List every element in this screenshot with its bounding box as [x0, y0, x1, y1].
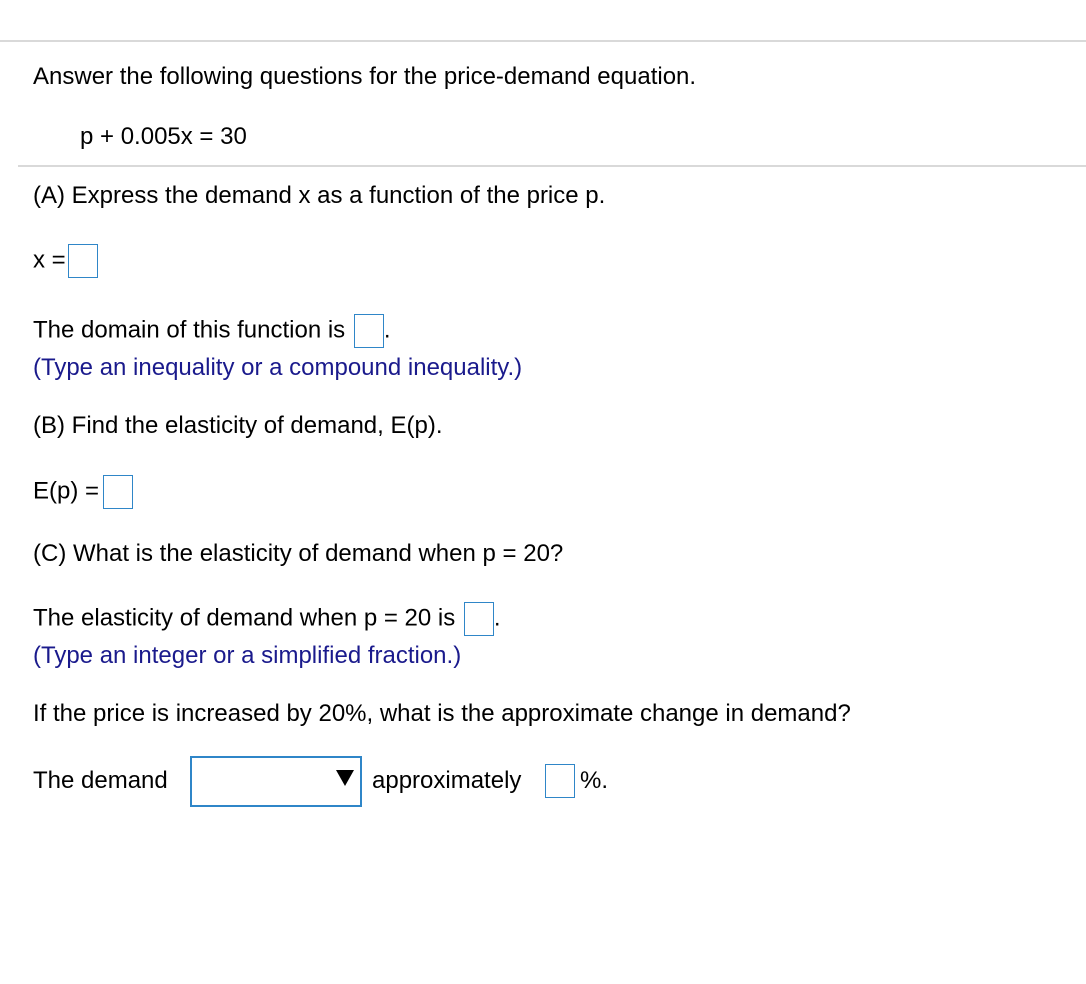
elasticity-period: . — [493, 604, 501, 632]
domain-input[interactable] — [354, 314, 384, 348]
part-b-question: (B) Find the elasticity of demand, E(p). — [33, 412, 443, 439]
top-divider — [0, 40, 1086, 42]
section-divider — [18, 165, 1086, 167]
elasticity-hint: (Type an integer or a simplified fraction.) — [33, 642, 462, 669]
elasticity-row — [33, 602, 501, 636]
elasticity-label: The elasticity of demand when p = 20 is — [33, 604, 456, 632]
x-answer-row — [33, 244, 98, 278]
dropdown-arrow-icon[interactable] — [336, 770, 354, 786]
ep-answer-row — [33, 475, 133, 509]
percent-input[interactable] — [545, 764, 575, 798]
domain-label: The domain of this function is — [33, 316, 346, 344]
part-c-question: (C) What is the elasticity of demand when p = 20? — [33, 540, 564, 567]
followup-question: If the price is increased by 20%, what is the approximate change in demand? — [33, 700, 851, 727]
equation: p + 0.005x = 30 — [80, 123, 247, 150]
ep-answer-input[interactable] — [103, 475, 133, 509]
intro-text: Answer the following questions for the price-demand equation. — [33, 63, 697, 90]
domain-hint: (Type an inequality or a compound inequality.) — [33, 354, 523, 381]
part-a-question: (A) Express the demand x as a function of the price p. — [33, 182, 606, 209]
percent-suffix: %. — [580, 767, 609, 794]
domain-period: . — [383, 316, 391, 344]
elasticity-input[interactable] — [464, 602, 494, 636]
demand-label: The demand — [33, 767, 168, 794]
approximately-label: approximately — [372, 767, 522, 794]
x-answer-input[interactable] — [68, 244, 98, 278]
domain-row — [33, 314, 391, 348]
ep-label: E(p) = — [33, 477, 100, 505]
demand-change-dropdown[interactable] — [190, 756, 362, 807]
x-label: x = — [33, 246, 66, 274]
